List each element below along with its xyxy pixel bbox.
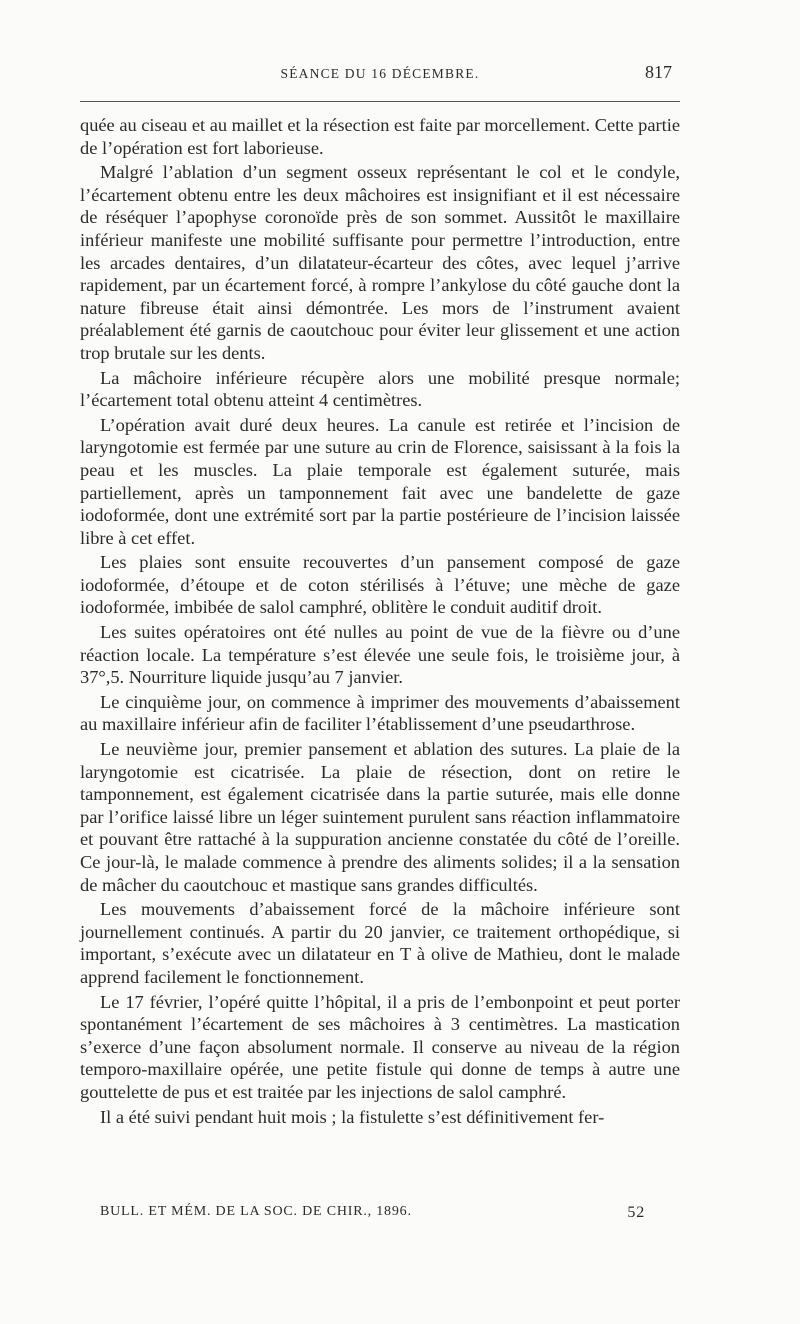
paragraph: Les mouvements d’abaissement forcé de la mâchoire inférieure sont journellement continués. A partir du 20 janvier, ce traitement orthopédique, si important, s’exécute avec un dilatateur en T à olive de Mathieu, dont le malade apprend facilement le fonctionnement.: [80, 899, 680, 987]
paragraph: La mâchoire inférieure récupère alors une mobilité presque normale; l’écartement total obtenu atteint 4 centimètres.: [80, 367, 680, 411]
running-title: SÉANCE DU 16 DÉCEMBRE.: [280, 66, 480, 81]
paragraph: Le neuvième jour, premier pansement et ablation des sutures. La plaie de la laryngotomie est cicatrisée. La plaie de résection, dont on retire le tamponnement, est également cicatrisée dans la partie suturée, mais elle donne par l’orifice laissé libre un léger suintement purulent sans réaction inflammatoire et pouvant être rattaché à la suppuration ancienne constatée du côté de l’oreille. Ce jour-là, le malade commence à prendre des aliments solides; il a la sensation de mâcher du caoutchouc et mastique sans grandes difficultés.: [80, 739, 680, 895]
paragraph: Les plaies sont ensuite recouvertes d’un pansement composé de gaze iodoformée, d’étoupe et de coton stérilisés à l’étuve; une mèche de gaze iodoformée, imbibée de salol camphré, oblitère le conduit auditif droit.: [80, 552, 680, 618]
paragraph: Il a été suivi pendant huit mois ; la fistulette s’est définitivement fer-: [100, 1106, 605, 1127]
bulletin-reference: BULL. ET MÉM. DE LA SOC. DE CHIR., 1896.: [100, 1204, 412, 1219]
paragraph: L’opération avait duré deux heures. La canule est retirée et l’incision de laryngotomie est fermée par une suture au crin de Florence, saisissant à la fois la peau et les muscles. La plaie temporale est également suturée, mais partiellement, après un tamponnement fait avec une bandelette de gaze iodoformée, dont une extrémité sort par la partie postérieure de l’incision laissée libre à cet effet.: [80, 414, 680, 548]
body-text: [80, 114, 680, 1130]
signature-number: 52: [627, 1204, 645, 1221]
paragraph: quée au ciseau et au maillet et la résection est faite par morcellement. Cette partie de l’opération est fort laborieuse.: [80, 115, 680, 158]
paragraph: Les suites opératoires ont été nulles au point de vue de la fièvre ou d’une réaction locale. La température s’est élevée une seule fois, le troisième jour, à 37°,5. Nourriture liquide jusqu’au 7 janvier.: [80, 622, 680, 688]
paragraph: Malgré l’ablation d’un segment osseux représentant le col et le condyle, l’écartement obtenu entre les deux mâchoires est insignifiant et il est nécessaire de réséquer l’apophyse coronoïde près de son sommet. Aussitôt le maxillaire inférieur manifeste une mobilité suffisante pour permettre l’introduction, entre les arcades dentaires, d’un dilatateur-écarteur des côtes, avec lequel j’arrive rapidement, par un écartement forcé, à rompre l’ankylose du côté gauche dont la nature fibreuse était ainsi démontrée. Les mors de l’instrument avaient préalablement été garnis de caoutchouc pour éviter leur glissement et une action trop brutale sur les dents.: [80, 162, 680, 363]
page-number: 817: [645, 62, 672, 82]
paragraph: Le 17 février, l’opéré quitte l’hôpital, il a pris de l’embonpoint et peut porter spontanément l’écartement de ses mâchoires à 3 centimètres. La mastication s’exerce d’une façon absolument normale. Il conserve au niveau de la région temporo-maxillaire opérée, une petite fistule qui donne de temps à autre une gouttelette de pus et est traitée par les injections de salol camphré.: [80, 991, 680, 1102]
header-rule: [80, 101, 680, 102]
paragraph: Le cinquième jour, on commence à imprimer des mouvements d’abaissement au maxillaire inférieur afin de faciliter l’établissement d’une pseudarthrose.: [80, 691, 680, 735]
running-head: [80, 62, 680, 86]
